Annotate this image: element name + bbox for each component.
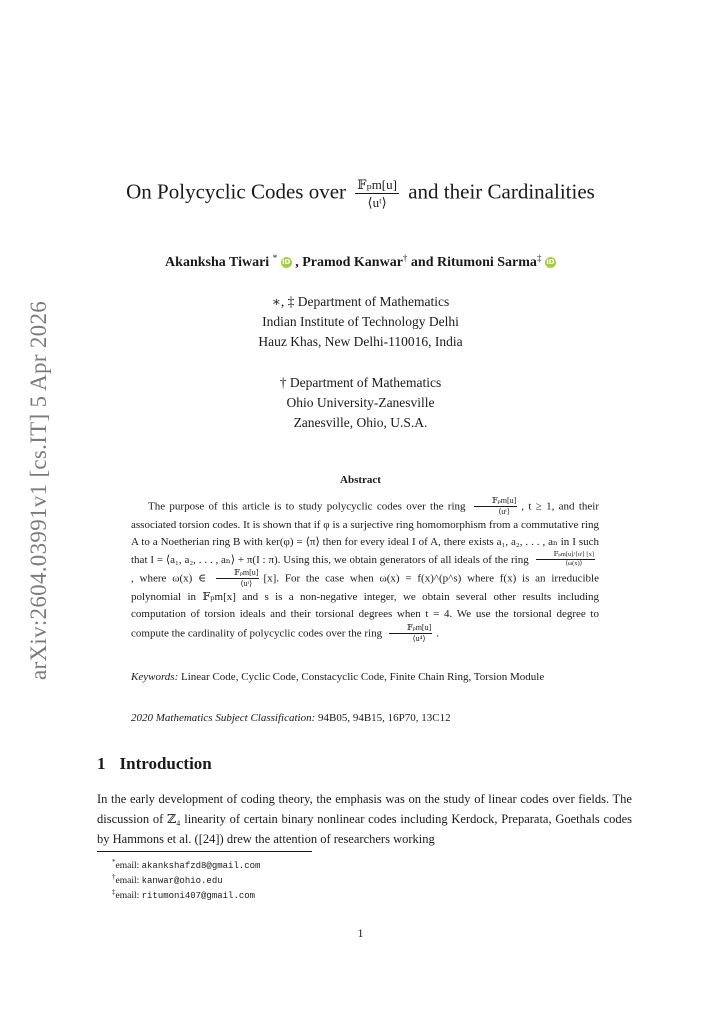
- section-number: 1: [97, 754, 106, 773]
- orcid-icon[interactable]: iD: [546, 258, 555, 266]
- email-link[interactable]: akankshafzd8@gmail.com: [141, 861, 261, 871]
- author-2-mark: †: [402, 253, 408, 263]
- abstract-text: , t ≥ 1, and their associated torsion codes. It is shown that if φ is a surjective ring homomorphism from a commutative ring A to a Noetherian ring B with ker(φ) = ⟨π⟩ then for every ideal I of A, there exists a₁, a₂, . . . , aₙ in I such that I = ⟨a₁, a₂, . . . , aₙ⟩ + π(I : π). Using this, we obtain generators of all ideals of the ring: [131, 500, 600, 566]
- ring-numerator: 𝔽ₚm[u]: [389, 624, 432, 634]
- section-heading: [97, 754, 212, 774]
- section-title: Introduction: [119, 754, 212, 773]
- ring-denominator: ⟨ω(x)⟩: [565, 560, 583, 568]
- footnote-mark: †: [112, 873, 116, 881]
- orcid-icon[interactable]: iD: [282, 258, 291, 266]
- abstract-heading: Abstract: [340, 474, 381, 486]
- keywords-text: Linear Code, Cyclic Code, Constacyclic Code, Finite Chain Ring, Torsion Module: [181, 671, 545, 683]
- affiliation-block-2: [0, 373, 721, 433]
- footnote-label: email:: [115, 861, 140, 871]
- ring-numerator: 𝔽ₚm[u]: [474, 497, 517, 507]
- affiliation-line: Ohio University-Zanesville: [286, 395, 435, 410]
- title-fraction: [355, 178, 399, 209]
- msc-classification: [131, 712, 599, 724]
- footnote-mark: *: [112, 858, 116, 866]
- footnote-mark: ‡: [112, 888, 116, 896]
- affiliation-line: Indian Institute of Technology Delhi: [262, 314, 459, 329]
- ring-denominator: ⟨uᵗ⟩: [240, 578, 253, 588]
- title-text-before: On Polycyclic Codes over: [126, 179, 347, 204]
- footnote: [112, 885, 255, 904]
- affiliation-line: Zanesville, Ohio, U.S.A.: [293, 415, 428, 430]
- msc-label: 2020 Mathematics Subject Classification:: [131, 712, 316, 724]
- arxiv-stamp: arXiv:2604.03991v1 [cs.IT] 5 Apr 2026: [26, 300, 51, 680]
- keywords-label: Keywords:: [131, 671, 179, 683]
- ring-numerator: 𝔽ₚm[u]: [216, 569, 259, 579]
- affiliation-line: † Department of Mathematics: [279, 375, 442, 390]
- ring-denominator: ⟨uᵗ⟩: [498, 507, 510, 516]
- title-frac-denominator: ⟨uᵗ⟩: [367, 195, 387, 210]
- msc-text: 94B05, 94B15, 16P70, 13C12: [317, 712, 451, 724]
- author-1-mark: *: [272, 253, 278, 263]
- abstract-text: The purpose of this article is to study polycyclic codes over the ring: [148, 500, 466, 513]
- author-list: [0, 253, 721, 271]
- ring-fraction: [216, 569, 259, 589]
- affiliation-line: ∗, ‡ Department of Mathematics: [271, 294, 450, 309]
- footnote-label: email:: [115, 891, 140, 901]
- email-link[interactable]: ritumoni407@gmail.com: [141, 891, 256, 901]
- title-text-after: and their Cardinalities: [408, 179, 595, 204]
- ring-fraction: [536, 552, 595, 569]
- paper-title: [0, 178, 721, 209]
- abstract-body: [131, 497, 599, 644]
- abstract-text: , where ω(x) ∈: [131, 572, 207, 585]
- author-1: Akanksha Tiwari: [165, 255, 270, 270]
- footnote-rule: [97, 851, 312, 852]
- author-2: , Pramod Kanwar: [295, 255, 403, 270]
- ring-denominator: ⟨u⁴⟩: [412, 633, 426, 643]
- ring-fraction: [389, 624, 432, 644]
- affiliation-line: Hauz Khas, New Delhi-110016, India: [258, 334, 463, 349]
- page-number: 1: [357, 926, 364, 940]
- ring-fraction: [474, 497, 517, 517]
- author-3-mark: ‡: [536, 253, 542, 263]
- ring-numerator: 𝔽ₚm[u]/⟨uᵗ⟩ [x]: [536, 552, 595, 561]
- title-frac-numerator: 𝔽ₚm[u]: [357, 177, 397, 192]
- intro-text: In the early development of coding theory, the emphasis was on the study of linear codes over fields. The discussion of ℤ₄ linearity of certain binary nonlinear codes including Kerdock, Preparata, Goethals codes by Hammons et al. ([24]) drew the attention of researchers working: [97, 792, 632, 846]
- affiliation-block-1: [0, 292, 721, 352]
- keywords: [131, 669, 599, 686]
- footnote-label: email:: [115, 876, 140, 886]
- email-link[interactable]: kanwar@ohio.edu: [141, 876, 223, 886]
- abstract-text: [x]. For the case when ω(x) = f(x)^(p^s) where f(x) is an irreducible polynomial in 𝔽ₚm[x] and s is a non-negative integer, we obtain several other results including computation of torsion ideals and their torsional degrees when t = 4. We use the torsional degree to compute the cardinality of polycyclic codes over the ring: [131, 572, 599, 640]
- intro-paragraph: [97, 789, 632, 849]
- abstract-paragraph: [131, 497, 599, 644]
- author-3: and Ritumoni Sarma: [410, 255, 537, 270]
- abstract-text: .: [436, 627, 440, 640]
